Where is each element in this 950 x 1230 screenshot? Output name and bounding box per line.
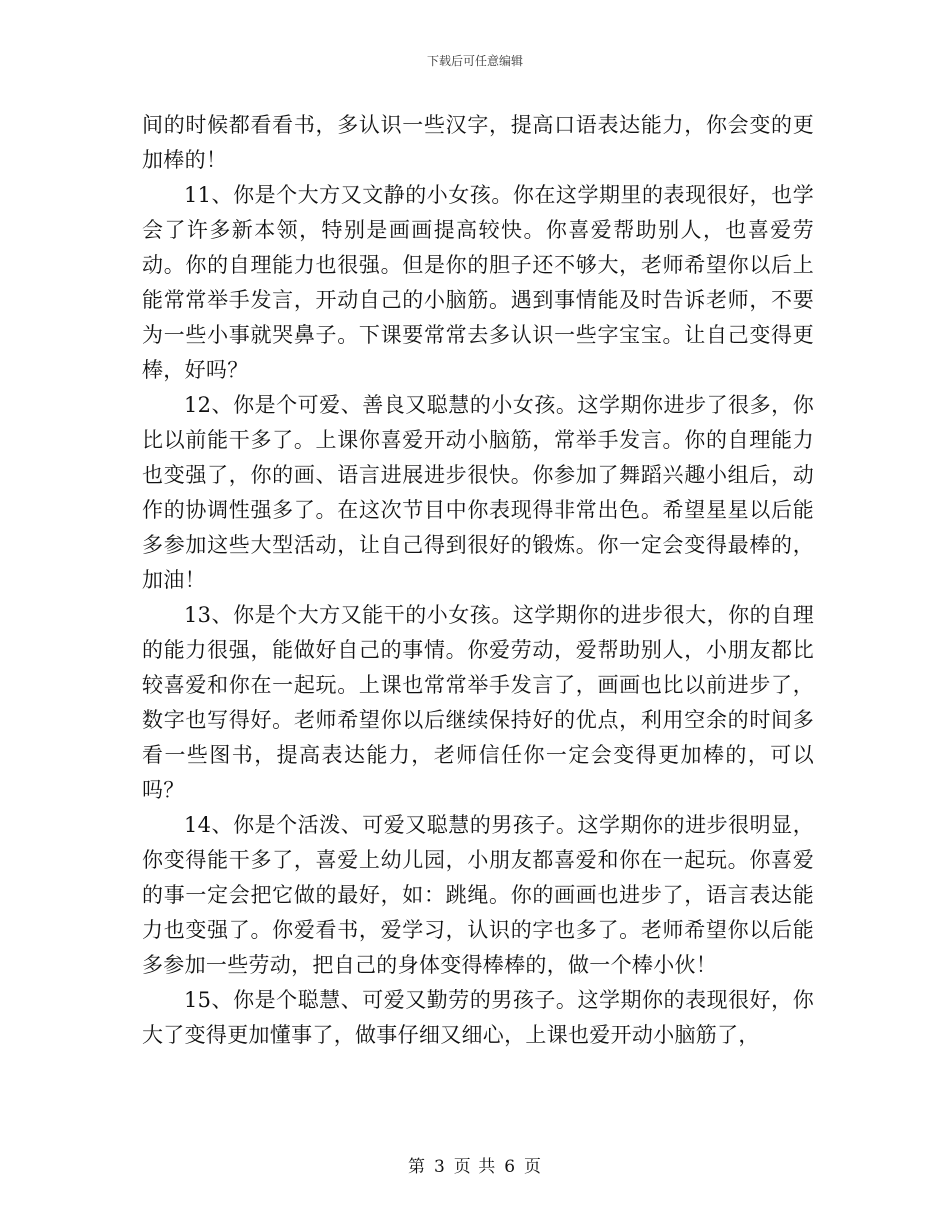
- current-page-number: 3: [433, 1157, 446, 1177]
- footer-suffix: 页: [524, 1157, 543, 1177]
- paragraph-13: 13、你是个大方又能干的小女孩。这学期你的进步很大，你的自理的能力很强，能做好自己的事情。你爱劳动，爱帮助别人，小朋友都比较喜爱和你在一起玩。上课也常常举手发言了，画画也比以前进步了，数字也写得好。老师希望你以后继续保持好的优点，利用空余的时间多看一些图书，提高表达能力，老师信任你一定会变得更加棒的，可以吗？: [142, 603, 814, 802]
- page-header: 下载后可任意编辑: [426, 54, 523, 68]
- footer-middle: 页 共: [453, 1157, 497, 1177]
- document-body: [142, 108, 814, 1053]
- total-pages-number: 6: [504, 1157, 517, 1177]
- paragraph-15: 15、你是个聪慧、可爱又勤劳的男孩子。这学期你的表现很好，你大了变得更加懂事了，做事仔细又细心，上课也爱开动小脑筋了，: [142, 988, 814, 1047]
- paragraph-14: 14、你是个活泼、可爱又聪慧的男孩子。这学期你的进步很明显，你变得能干多了，喜爱上幼儿园，小朋友都喜爱和你在一起玩。你喜爱的事一定会把它做的最好，如：跳绳。你的画画也进步了，语言表达能力也变强了。你爱看书，爱学习，认识的字也多了。老师希望你以后能多参加一些劳动，把自己的身体变得棒棒的，做一个棒小伙！: [142, 813, 814, 977]
- footer-prefix: 第: [407, 1157, 426, 1177]
- paragraph-continuation: 间的时候都看看书，多认识一些汉字，提高口语表达能力，你会变的更加棒的！: [142, 113, 814, 172]
- page-footer: [0, 1152, 950, 1177]
- paragraph-12: 12、你是个可爱、善良又聪慧的小女孩。这学期你进步了很多，你比以前能干多了。上课你喜爱开动小脑筋，常举手发言。你的自理能力也变强了，你的画、语言进展进步很快。你参加了舞蹈兴趣小组后，动作的协调性强多了。在这次节目中你表现得非常出色。希望星星以后能多参加这些大型活动，让自己得到很好的锻炼。你一定会变得最棒的，加油！: [142, 393, 814, 592]
- paragraph-11: 11、你是个大方又文静的小女孩。你在这学期里的表现很好，也学会了许多新本领，特别是画画提高较快。你喜爱帮助别人，也喜爱劳动。你的自理能力也很强。但是你的胆子还不够大，老师希望你以后上能常常举手发言，开动自己的小脑筋。遇到事情能及时告诉老师，不要为一些小事就哭鼻子。下课要常常去多认识一些字宝宝。让自己变得更棒，好吗？: [142, 183, 814, 382]
